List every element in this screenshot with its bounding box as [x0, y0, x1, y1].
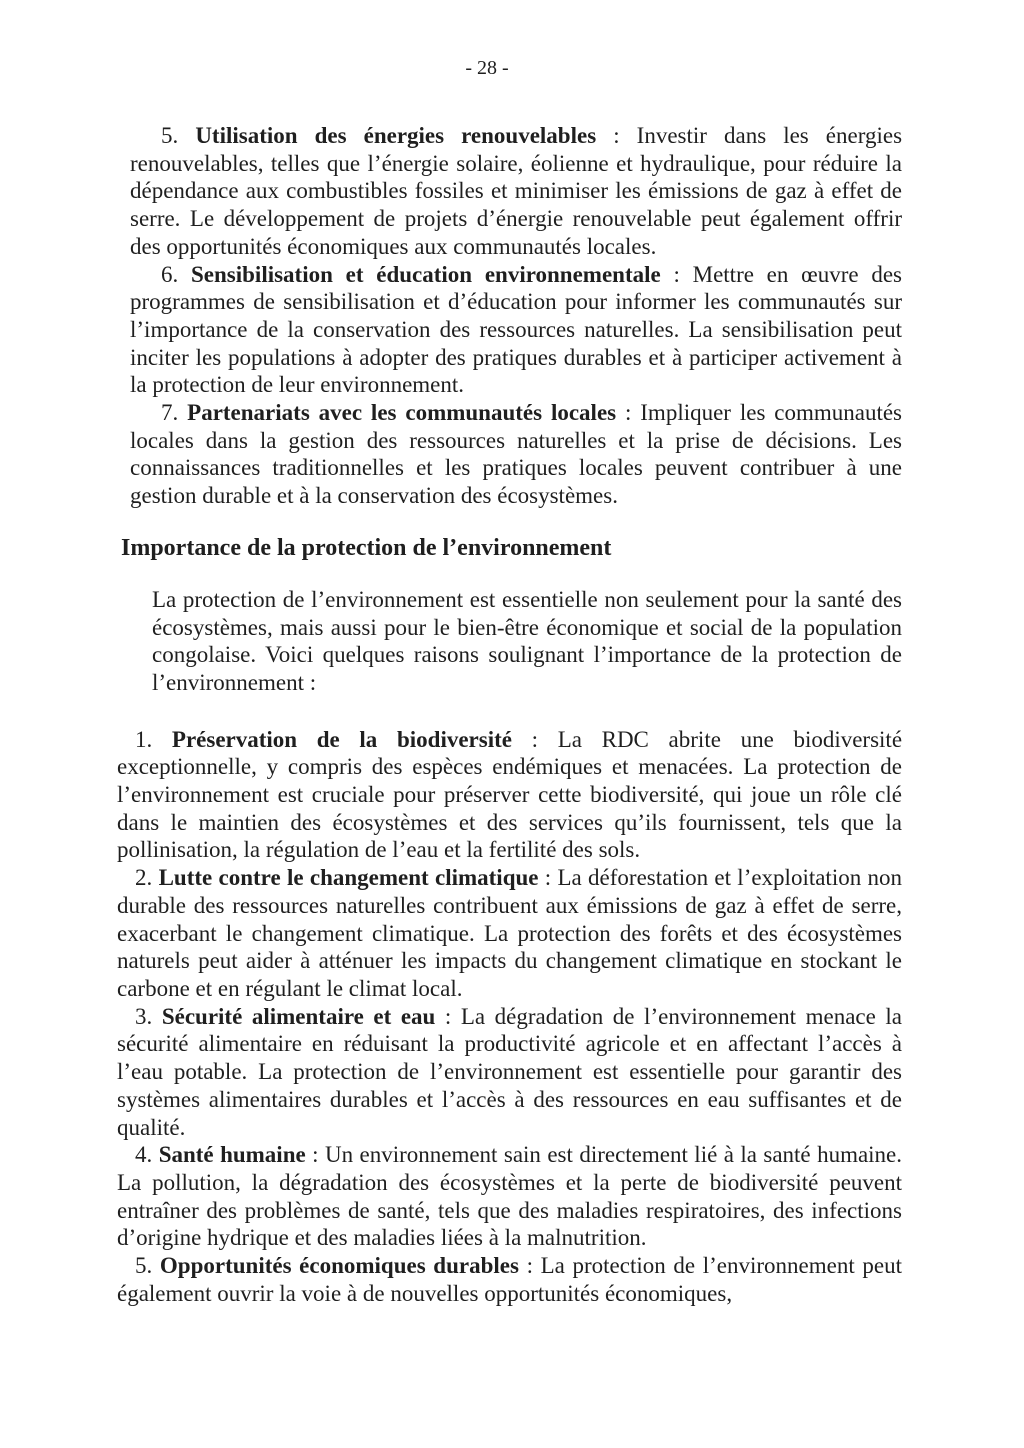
- item-title: Santé humaine: [158, 1142, 306, 1168]
- item-separator: :: [435, 1003, 461, 1029]
- item-number: 3.: [135, 1003, 153, 1029]
- item-body: Impliquer les communautés locales dans la gestion des ressources naturelles et la prise de décisions. Les connaissances traditionnelles et les pratiques locales peuvent contribuer à une gestion durable et à la conservation des écosystèmes.: [130, 400, 903, 509]
- list-item: [130, 122, 902, 261]
- list-item: [117, 864, 902, 1003]
- list-item: [130, 261, 902, 400]
- item-title: Utilisation des énergies renouvelables: [195, 123, 597, 148]
- item-title: Opportunités économiques durables: [159, 1253, 519, 1279]
- item-title: Préservation de la biodiversité: [171, 726, 512, 752]
- item-separator: :: [538, 865, 558, 891]
- item-number: 5.: [161, 123, 179, 148]
- list-item: [117, 1003, 902, 1142]
- item-body: Un environnement sain est directement lié à la santé humaine. La pollution, la dégradation des écosystèmes et la perte de biodiversité peuvent entraîner des problèmes de santé, tels que des maladies respiratoires, des infections d’origine hydrique et des maladies liées à la malnutrition.: [117, 1142, 903, 1251]
- list-item: [117, 726, 902, 865]
- section-heading: Importance de la protection de l’environnement: [121, 534, 612, 561]
- intro-paragraph: La protection de l’environnement est essentielle non seulement pour la santé des écosystèmes, mais aussi pour le bien-être économique et social de la population congolaise. Voici quelques raisons soulignant l’importance de la protection de l’environnement :: [152, 586, 902, 695]
- item-number: 2.: [135, 865, 153, 891]
- importance-list: [117, 726, 902, 1308]
- item-body: La RDC abrite une biodiversité exceptionnelle, y compris des espèces endémiques et menacées. La protection de l’environnement est cruciale pour préserver cette biodiversité, qui joue un rôle clé dans le maintien des écosystèmes et des services qu’ils fournissent, tels que la pollinisation, la régulation de l’eau et la fertilité des sols.: [117, 726, 903, 863]
- item-title: Sensibilisation et éducation environnementale: [191, 261, 661, 287]
- item-separator: :: [616, 400, 641, 426]
- item-body: La protection de l’environnement peut également ouvrir la voie à de nouvelles opportunités économiques,: [117, 1253, 902, 1306]
- item-body: Investir dans les énergies renouvelables, telles que l’énergie solaire, éolienne et hydraulique, pour réduire la dépendance aux combustibles fossiles et minimiser les émissions de gaz à effet de serre. Le développement de projets d’énergie renouvelable peut également offrir des opportunités économiques aux communautés locales.: [130, 123, 903, 259]
- item-body: Mettre en œuvre des programmes de sensibilisation et d’éducation pour informer les communautés sur l’importance de la conservation des ressources naturelles. La sensibilisation peut inciter les populations à adopter des pratiques durables et à participer activement à la protection de leur environnement.: [130, 261, 903, 398]
- item-body: La dégradation de l’environnement menace la sécurité alimentaire en réduisant la productivité agricole et en affectant l’accès à l’eau potable. La protection de l’environnement est essentielle pour garantir des systèmes alimentaires durables et l’accès à des ressources en eau suffisantes et de qualité.: [117, 1003, 903, 1140]
- page-number: - 28 -: [465, 57, 509, 79]
- list-item: [117, 1252, 902, 1307]
- item-number: 6.: [161, 261, 179, 287]
- item-title: Sécurité alimentaire et eau: [161, 1003, 436, 1029]
- item-number: 4.: [135, 1142, 153, 1168]
- strategies-list: [117, 122, 902, 510]
- item-title: Partenariats avec les communautés locales: [187, 400, 617, 426]
- item-number: 1.: [135, 726, 153, 752]
- item-separator: :: [660, 261, 693, 287]
- item-separator: :: [518, 1253, 541, 1279]
- item-separator: :: [596, 123, 637, 148]
- item-title: Lutte contre le changement climatique: [158, 865, 539, 891]
- item-body: La déforestation et l’exploitation non durable des ressources naturelles contribuent aux émissions de gaz à effet de serre, exacerbant le changement climatique. La protection des forêts et des écosystèmes naturels peut aider à atténuer les impacts du changement climatique en stockant le carbone et en régulant le climat local.: [117, 865, 903, 1001]
- item-separator: :: [305, 1142, 325, 1168]
- list-item: [117, 1141, 902, 1252]
- item-number: 5.: [135, 1253, 153, 1279]
- list-item: [130, 399, 902, 510]
- page-content: [117, 0, 902, 1307]
- item-separator: :: [511, 726, 558, 752]
- item-number: 7.: [161, 400, 179, 426]
